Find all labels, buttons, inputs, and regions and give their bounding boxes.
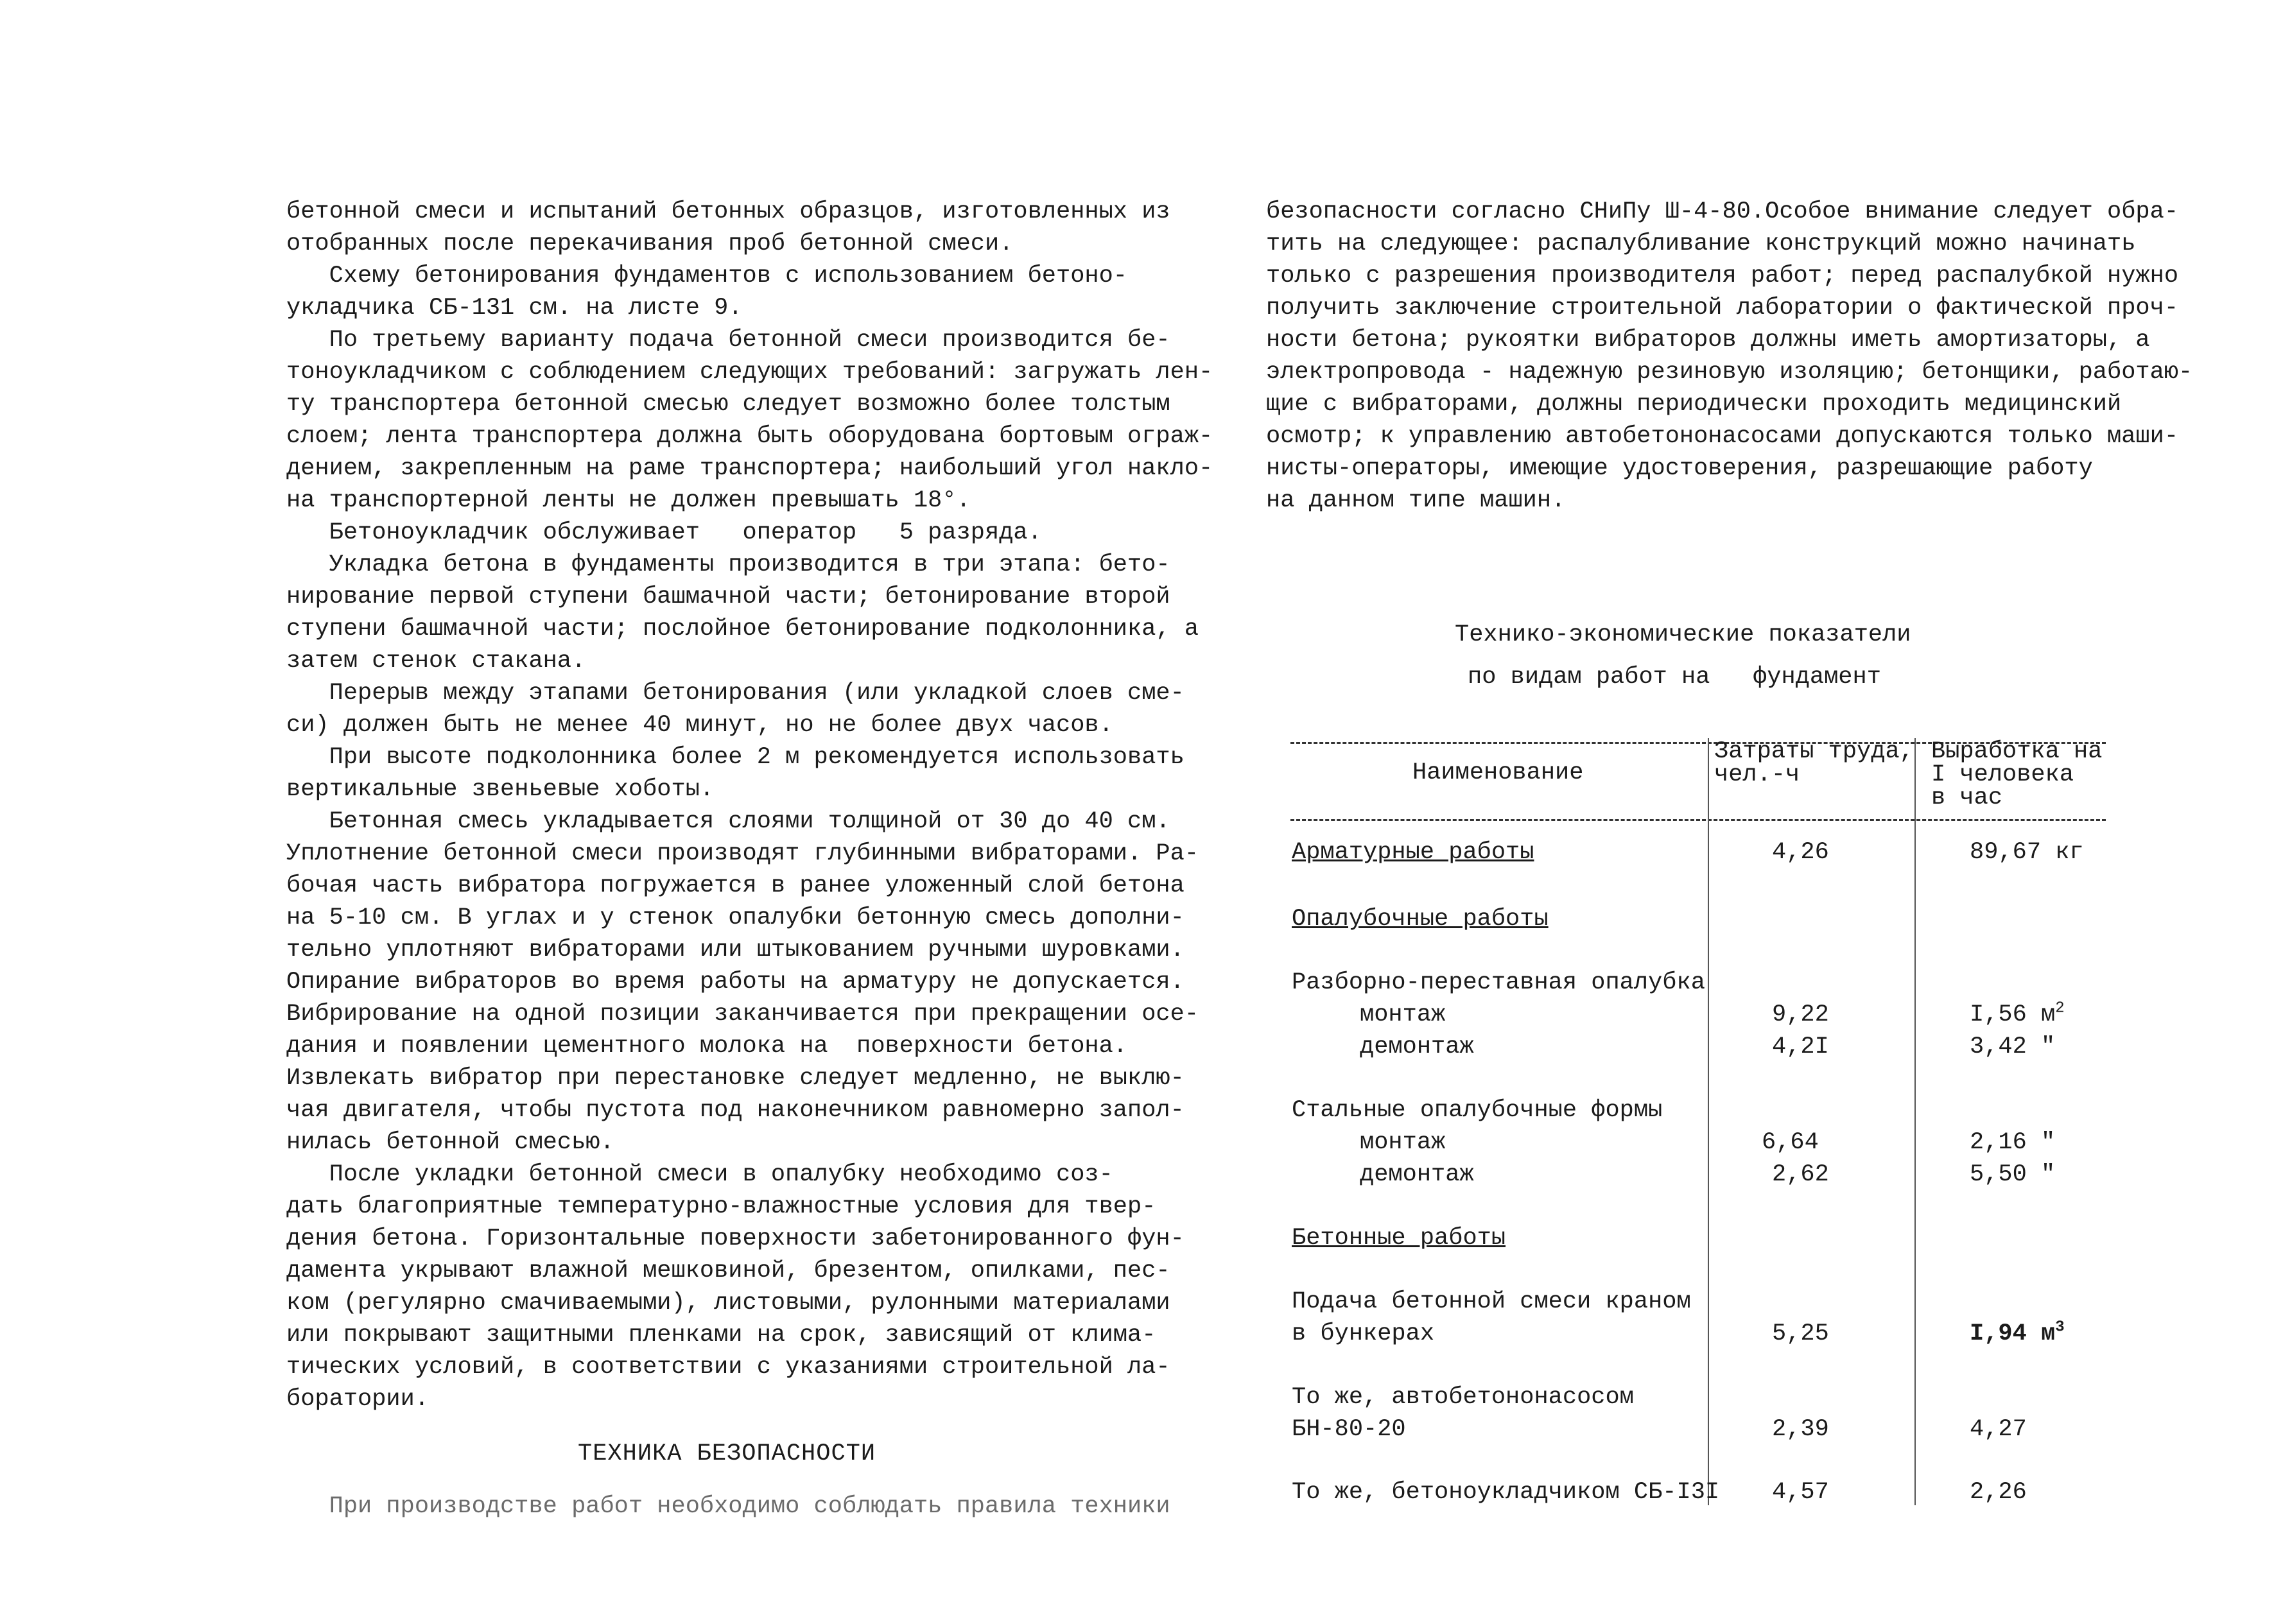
text-line: ступени башмачной части; послойное бетонирование подколонника, а bbox=[286, 616, 1199, 643]
row-armature-output: 89,67 кг bbox=[1970, 839, 2084, 866]
row-paver-labor: 4,57 bbox=[1772, 1479, 1829, 1506]
text-line: осмотр; к управлению автобетононасосами допускаются только маши- bbox=[1266, 423, 2179, 450]
safety-intro-line: При производстве работ необходимо соблюдать правила техники bbox=[286, 1493, 1170, 1520]
header-output-1: Выработка на bbox=[1931, 738, 2103, 765]
row-crane-name-2: в бункерах bbox=[1292, 1320, 1435, 1347]
text-line: После укладки бетонной смеси в опалубку необходимо соз- bbox=[286, 1161, 1113, 1188]
text-line: си) должен быть не менее 40 минут, но не более двух часов. bbox=[286, 712, 1113, 739]
text-line: дать благоприятные температурно-влажностные условия для твер- bbox=[286, 1193, 1156, 1220]
table-subtitle: по видам работ на фундамент bbox=[1468, 664, 1881, 691]
text-line: ком (регулярно смачиваемыми), листовыми, рулонными материалами bbox=[286, 1290, 1170, 1317]
header-name: Наименование bbox=[1412, 759, 1584, 786]
text-line: безопасности согласно СНиПу Ш-4-80.Особое внимание следует обра- bbox=[1266, 198, 2179, 225]
header-output-2: I человека bbox=[1931, 761, 2074, 788]
left-text-column bbox=[286, 196, 1213, 1415]
text-line: тоноукладчиком с соблюдением следующих требований: загружать лен- bbox=[286, 359, 1213, 386]
row-crane-labor: 5,25 bbox=[1772, 1320, 1829, 1347]
header-labor-1: Затраты труда, bbox=[1714, 738, 1914, 765]
row-movable-dismount-name: демонтаж bbox=[1360, 1033, 1474, 1060]
text-line: нирование первой ступени башмачной части; бетонирование второй bbox=[286, 583, 1170, 610]
text-line: отобранных после перекачивания проб бетонной смеси. bbox=[286, 230, 1014, 257]
text-line: Перерыв между этапами бетонирования (или укладкой слоев сме- bbox=[286, 680, 1185, 707]
row-paver-name: То же, бетоноукладчиком СБ-I3I bbox=[1292, 1479, 1720, 1506]
header-output-3: в час bbox=[1931, 784, 2003, 811]
row-pump-name-2: БН-80-20 bbox=[1292, 1416, 1406, 1443]
text-line: Уплотнение бетонной смеси производят глубинными вибраторами. Ра- bbox=[286, 840, 1199, 867]
text-line: дамента укрывают влажной мешковиной, брезентом, опилками, пес- bbox=[286, 1257, 1170, 1284]
text-line: Вибрирование на одной позиции заканчивается при прекращении осе- bbox=[286, 1001, 1199, 1028]
text-line: на транспортерной ленты не должен превышать 18°. bbox=[286, 487, 971, 514]
row-armature-name: Арматурные работы bbox=[1292, 839, 1534, 866]
text-line: дения бетона. Горизонтальные поверхности забетонированного фун- bbox=[286, 1225, 1185, 1252]
text-line: бетонной смеси и испытаний бетонных образцов, изготовленных из bbox=[286, 198, 1170, 225]
row-pump-name-1: То же, автобетононасосом bbox=[1292, 1384, 1634, 1411]
table-column-divider-1 bbox=[1708, 738, 1709, 1505]
row-crane-name-1: Подача бетонной смеси краном bbox=[1292, 1288, 1691, 1315]
row-movable-name: Разборно-переставная опалубка bbox=[1292, 969, 1705, 996]
text-line: или покрывают защитными пленками на срок, зависящий от клима- bbox=[286, 1322, 1156, 1349]
text-line: При высоте подколонника более 2 м рекомендуется использовать bbox=[286, 744, 1185, 771]
row-steel-mount-labor: 6,64 bbox=[1762, 1129, 1819, 1156]
text-line: получить заключение строительной лаборатории о фактической проч- bbox=[1266, 295, 2179, 322]
text-line: слоем; лента транспортера должна быть оборудована бортовым ограж- bbox=[286, 423, 1213, 450]
table-title: Технико-экономические показатели bbox=[1455, 621, 1911, 648]
text-line: бочая часть вибратора погружается в ранее уложенный слой бетона bbox=[286, 872, 1185, 899]
text-line: щие с вибраторами, должны периодически проходить медицинский bbox=[1266, 391, 2122, 418]
text-line: Укладка бетона в фундаменты производится в три этапа: бето- bbox=[286, 551, 1170, 578]
text-line: вертикальные звеньевые хоботы. bbox=[286, 776, 715, 803]
row-movable-dismount-labor: 4,2I bbox=[1772, 1033, 1829, 1060]
table-column-divider-2 bbox=[1914, 738, 1916, 1505]
row-crane-output: I,94 $м^3$ bbox=[1970, 1318, 2065, 1347]
text-line: ту транспортера бетонной смесью следует возможно более толстым bbox=[286, 391, 1170, 418]
text-line: Бетонная смесь укладывается слоями толщиной от 30 до 40 см. bbox=[286, 808, 1170, 835]
text-line: Опирание вибраторов во время работы на арматуру не допускается. bbox=[286, 969, 1185, 996]
row-movable-mount-labor: 9,22 bbox=[1772, 1001, 1829, 1028]
text-line: Бетоноукладчик обслуживает оператор 5 разряда. bbox=[286, 519, 1042, 546]
text-line: тельно уплотняют вибраторами или штыкованием ручными шуровками. bbox=[286, 937, 1185, 963]
row-steel-mount-name: монтаж bbox=[1360, 1129, 1446, 1156]
text-line: боратории. bbox=[286, 1386, 430, 1413]
text-line: только с разрешения производителя работ; перед распалубкой нужно bbox=[1266, 263, 2179, 289]
text-line: укладчика СБ-131 см. на листе 9. bbox=[286, 295, 743, 322]
row-concrete-header: Бетонные работы bbox=[1292, 1225, 1506, 1252]
text-line: дением, закрепленным на раме транспортера; наибольший угол накло- bbox=[286, 455, 1213, 482]
right-text-column bbox=[1266, 196, 2193, 517]
row-armature-labor: 4,26 bbox=[1772, 839, 1829, 866]
text-line: дания и появлении цементного молока на поверхности бетона. bbox=[286, 1033, 1128, 1060]
row-movable-mount-output: I,56 $м^2$ bbox=[1970, 999, 2065, 1028]
row-formwork-header: Опалубочные работы bbox=[1292, 906, 1549, 933]
text-line: на 5-10 см. В углах и у стенок опалубки бетонную смесь дополни- bbox=[286, 904, 1185, 931]
text-line: на данном типе машин. bbox=[1266, 487, 1566, 514]
row-pump-labor: 2,39 bbox=[1772, 1416, 1829, 1443]
text-line: Извлекать вибратор при перестановке следует медленно, не выклю- bbox=[286, 1065, 1185, 1092]
text-line: тических условий, в соответствии с указаниями строительной ла- bbox=[286, 1354, 1170, 1381]
row-movable-dismount-output: 3,42 " bbox=[1970, 1033, 2056, 1060]
row-steel-name: Стальные опалубочные формы bbox=[1292, 1097, 1663, 1124]
row-paver-output: 2,26 bbox=[1970, 1479, 2027, 1506]
text-line: затем стенок стакана. bbox=[286, 648, 586, 675]
text-line: нилась бетонной смесью. bbox=[286, 1129, 614, 1156]
row-steel-dismount-name: демонтаж bbox=[1360, 1161, 1474, 1188]
table-header-rule bbox=[1290, 819, 2106, 821]
row-steel-mount-output: 2,16 " bbox=[1970, 1129, 2056, 1156]
text-line: По третьему варианту подача бетонной смеси производится бе- bbox=[286, 327, 1170, 354]
row-movable-mount-name: монтаж bbox=[1360, 1001, 1446, 1028]
text-line: тить на следующее: распалубливание конструкций можно начинать bbox=[1266, 230, 2136, 257]
row-steel-dismount-labor: 2,62 bbox=[1772, 1161, 1829, 1188]
text-line: электропровода - надежную резиновую изоляцию; бетонщики, работаю- bbox=[1266, 359, 2193, 386]
text-line: ности бетона; рукоятки вибраторов должны иметь амортизаторы, а bbox=[1266, 327, 2150, 354]
row-pump-output: 4,27 bbox=[1970, 1416, 2027, 1443]
text-line: Схему бетонирования фундаментов с использованием бетоно- bbox=[286, 263, 1128, 289]
row-steel-dismount-output: 5,50 " bbox=[1970, 1161, 2056, 1188]
safety-heading: ТЕХНИКА БЕЗОПАСНОСТИ bbox=[578, 1440, 876, 1467]
text-line: чая двигателя, чтобы пустота под наконечником равномерно запол- bbox=[286, 1097, 1185, 1124]
header-labor-2: чел.-ч bbox=[1714, 761, 1800, 788]
text-line: нисты-операторы, имеющие удостоверения, разрешающие работу bbox=[1266, 455, 2093, 482]
